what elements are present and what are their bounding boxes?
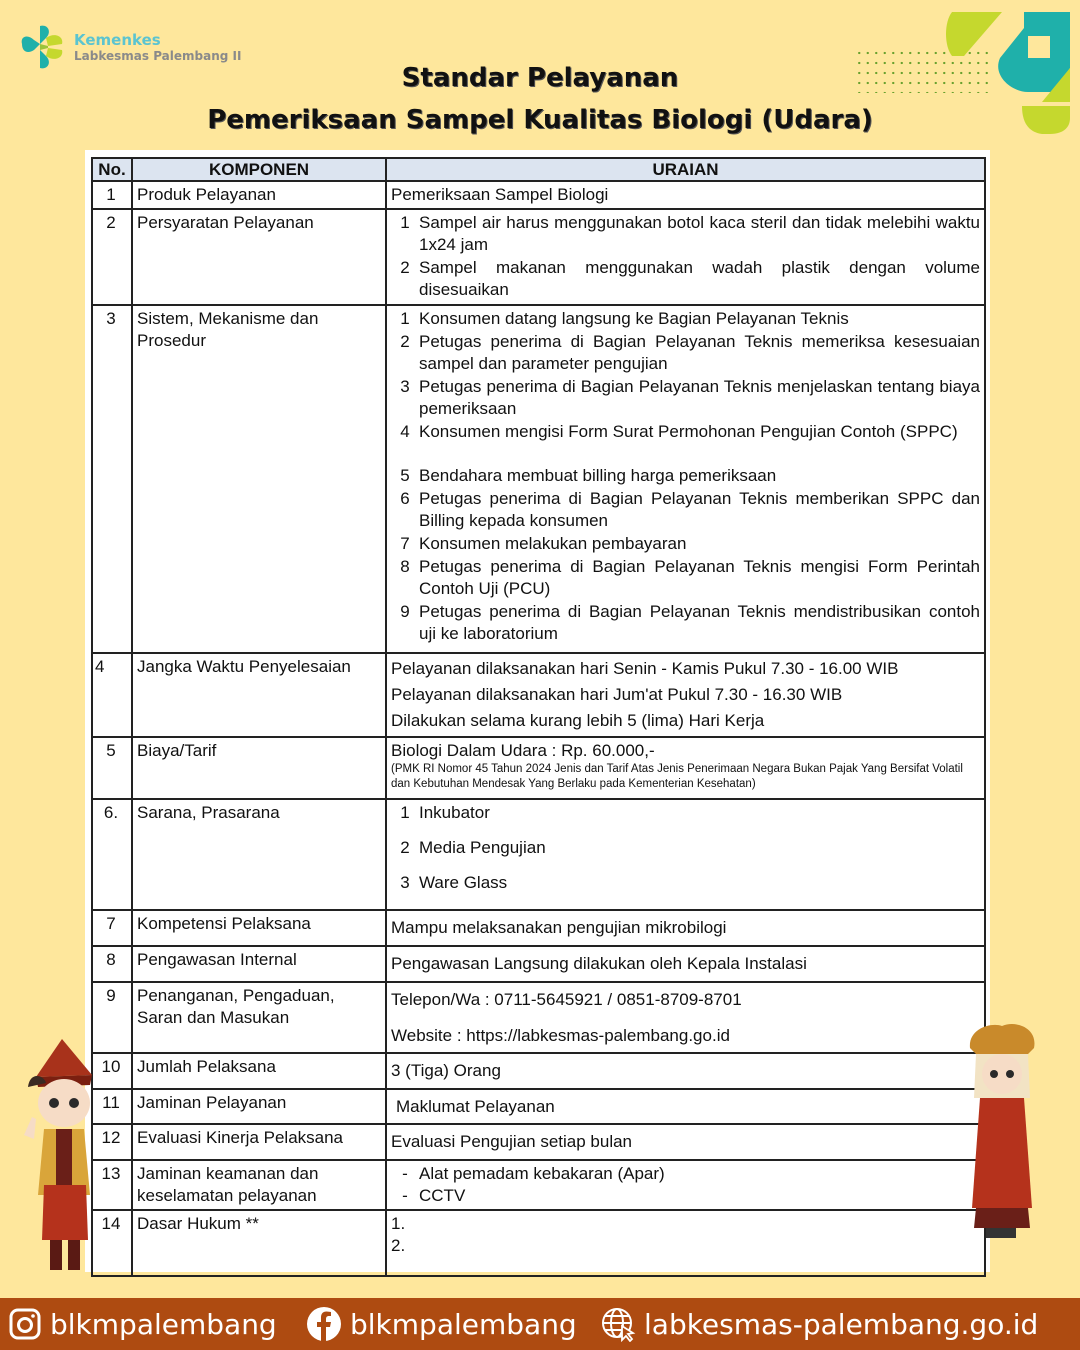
female-mascot-illustration <box>962 1018 1042 1243</box>
legal-basis-item: 1. <box>391 1214 406 1233</box>
facebook-label: blkmpalembang <box>350 1307 577 1341</box>
row-uraian: Evaluasi Pengujian setiap bulan <box>386 1124 985 1160</box>
facebook-icon <box>306 1306 342 1342</box>
logo-subtitle: Labkesmas Palembang II <box>74 48 242 63</box>
list-item: 3 Petugas penerima di Bagian Pelayanan Teknis menjelaskan tentang biaya pemeriksaan <box>400 377 980 418</box>
row-number: 7 <box>92 910 132 946</box>
social-footer <box>0 1298 1080 1350</box>
table-header-row <box>92 158 985 181</box>
table-row <box>92 1210 985 1276</box>
row-number: 11 <box>92 1089 132 1124</box>
row-number: 14 <box>92 1210 132 1276</box>
row-komponen: Jaminan Pelayanan <box>132 1089 386 1124</box>
website-link[interactable]: Website : https://labkesmas-palembang.go.id <box>391 1026 730 1045</box>
instagram-handle[interactable] <box>8 1307 277 1341</box>
website-handle[interactable] <box>600 1306 1038 1342</box>
list-item: 3 Ware Glass <box>400 873 508 892</box>
title-line-1: Standar Pelayanan <box>401 63 679 93</box>
website-label: labkesmas-palembang.go.id <box>644 1307 1039 1341</box>
list-item: - Alat pemadam kebakaran (Apar) <box>402 1164 665 1183</box>
table-row <box>92 946 985 982</box>
list-item: 7 Konsumen melakukan pembayaran <box>400 534 687 553</box>
table-row <box>92 181 985 209</box>
row-uraian <box>386 982 985 1053</box>
row-komponen: Jumlah Pelaksana <box>132 1053 386 1089</box>
list-item: 1 Inkubator <box>400 803 490 822</box>
male-mascot-illustration <box>14 1035 114 1280</box>
list-item: 8 Petugas penerima di Bagian Pelayanan Teknis mengisi Form Perintah Contoh Uji (PCU) <box>400 557 980 598</box>
row-komponen: Sistem, Mekanisme dan Prosedur <box>132 305 386 653</box>
row-komponen: Jangka Waktu Penyelesaian <box>132 653 386 737</box>
table-row <box>92 799 985 910</box>
row-uraian <box>386 737 985 799</box>
row-uraian: Maklumat Pelayanan <box>386 1089 985 1124</box>
table-row <box>92 1124 985 1160</box>
row-number: 8 <box>92 946 132 982</box>
table-row <box>92 1053 985 1089</box>
table-row <box>92 305 985 653</box>
row-uraian <box>386 209 985 305</box>
row-uraian: Mampu melaksanakan pengujian mikrobilogi <box>386 910 985 946</box>
text-line: Pelayanan dilaksanakan hari Jum'at Pukul 7.30 - 16.30 WIB <box>391 685 843 704</box>
row-number: 12 <box>92 1124 132 1160</box>
table-row <box>92 982 985 1053</box>
list-item: 1 Sampel air harus menggunakan botol kaca steril dan tidak melebihi waktu 1x24 jam <box>400 213 980 254</box>
logo-title: Kemenkes <box>74 30 161 49</box>
regulation-note: (PMK RI Nomor 45 Tahun 2024 Jenis dan Tarif Atas Jenis Penerimaan Negara Bukan Pajak Yang Bersifat Volatil dan Kebutuhan Mendesak Yang Berlaku pada Kementerian Kesehatan) <box>391 763 963 790</box>
phone-text: Telepon/Wa : 0711-5645921 / 0851-8709-8701 <box>391 990 742 1009</box>
instagram-icon <box>8 1307 42 1341</box>
row-number: 10 <box>92 1053 132 1089</box>
row-komponen: Evaluasi Kinerja Pelaksana <box>132 1124 386 1160</box>
row-komponen: Jaminan keamanan dan keselamatan pelayanan <box>132 1160 386 1210</box>
list-item: 2 Sampel makanan menggunakan wadah plastik dengan volume disesuaikan <box>400 258 980 299</box>
row-komponen: Pengawasan Internal <box>132 946 386 982</box>
list-item: 5 Bendahara membuat billing harga pemeriksaan <box>400 466 777 485</box>
row-uraian <box>386 305 985 653</box>
page-title <box>0 58 1080 142</box>
table-row <box>92 209 985 305</box>
row-komponen: Produk Pelayanan <box>132 181 386 209</box>
row-uraian <box>386 1210 985 1276</box>
header-komponen: KOMPONEN <box>132 158 386 181</box>
text-line: Pelayanan dilaksanakan hari Senin - Kamis Pukul 7.30 - 16.00 WIB <box>391 659 899 678</box>
row-uraian <box>386 799 985 910</box>
row-uraian <box>386 1160 985 1210</box>
row-komponen: Persyaratan Pelayanan <box>132 209 386 305</box>
row-number: 5 <box>92 737 132 799</box>
table-row <box>92 1089 985 1124</box>
service-standard-table <box>91 157 986 1277</box>
row-number: 1 <box>92 181 132 209</box>
row-number: 2 <box>92 209 132 305</box>
row-komponen: Sarana, Prasarana <box>132 799 386 910</box>
table-row <box>92 737 985 799</box>
facebook-handle[interactable] <box>306 1306 577 1342</box>
table-row <box>92 1160 985 1210</box>
table-row <box>92 653 985 737</box>
row-number: 9 <box>92 982 132 1053</box>
table-row <box>92 910 985 946</box>
header-uraian: URAIAN <box>386 158 985 181</box>
row-uraian: 3 (Tiga) Orang <box>386 1053 985 1089</box>
instagram-label: blkmpalembang <box>50 1307 277 1341</box>
row-uraian <box>386 653 985 737</box>
list-item: 4 Konsumen mengisi Form Surat Permohonan Pengujian Contoh (SPPC) <box>400 422 958 441</box>
row-number: 3 <box>92 305 132 653</box>
row-uraian: Pemeriksaan Sampel Biologi <box>386 181 985 209</box>
list-item: 2 Media Pengujian <box>400 838 546 857</box>
row-number: 13 <box>92 1160 132 1210</box>
row-komponen: Dasar Hukum ** <box>132 1210 386 1276</box>
list-item: 2 Petugas penerima di Bagian Pelayanan Teknis memeriksa kesesuaian sampel dan parameter pengujian <box>400 332 980 373</box>
list-item: 1 Konsumen datang langsung ke Bagian Pelayanan Teknis <box>400 309 849 328</box>
row-komponen: Penanganan, Pengaduan, Saran dan Masukan <box>132 982 386 1053</box>
globe-icon <box>600 1306 636 1342</box>
row-number: 6. <box>92 799 132 910</box>
title-line-2: Pemeriksaan Sampel Kualitas Biologi (Udara) <box>207 105 873 135</box>
row-number: 4 <box>92 653 132 737</box>
header-no: No. <box>92 158 132 181</box>
legal-basis-item: 2. <box>391 1236 406 1255</box>
tariff-text: Biologi Dalam Udara : Rp. 60.000,- <box>391 741 655 760</box>
text-line: Dilakukan selama kurang lebih 5 (lima) Hari Kerja <box>391 711 765 730</box>
list-item: 9 Petugas penerima di Bagian Pelayanan Teknis mendistribusikan contoh uji ke laboratorium <box>400 602 980 643</box>
row-uraian: Pengawasan Langsung dilakukan oleh Kepala Instalasi <box>386 946 985 982</box>
row-komponen: Biaya/Tarif <box>132 737 386 799</box>
list-item: - CCTV <box>402 1186 466 1205</box>
row-komponen: Kompetensi Pelaksana <box>132 910 386 946</box>
list-item: 6 Petugas penerima di Bagian Pelayanan Teknis memberikan SPPC dan Billing kepada konsumen <box>400 489 980 530</box>
